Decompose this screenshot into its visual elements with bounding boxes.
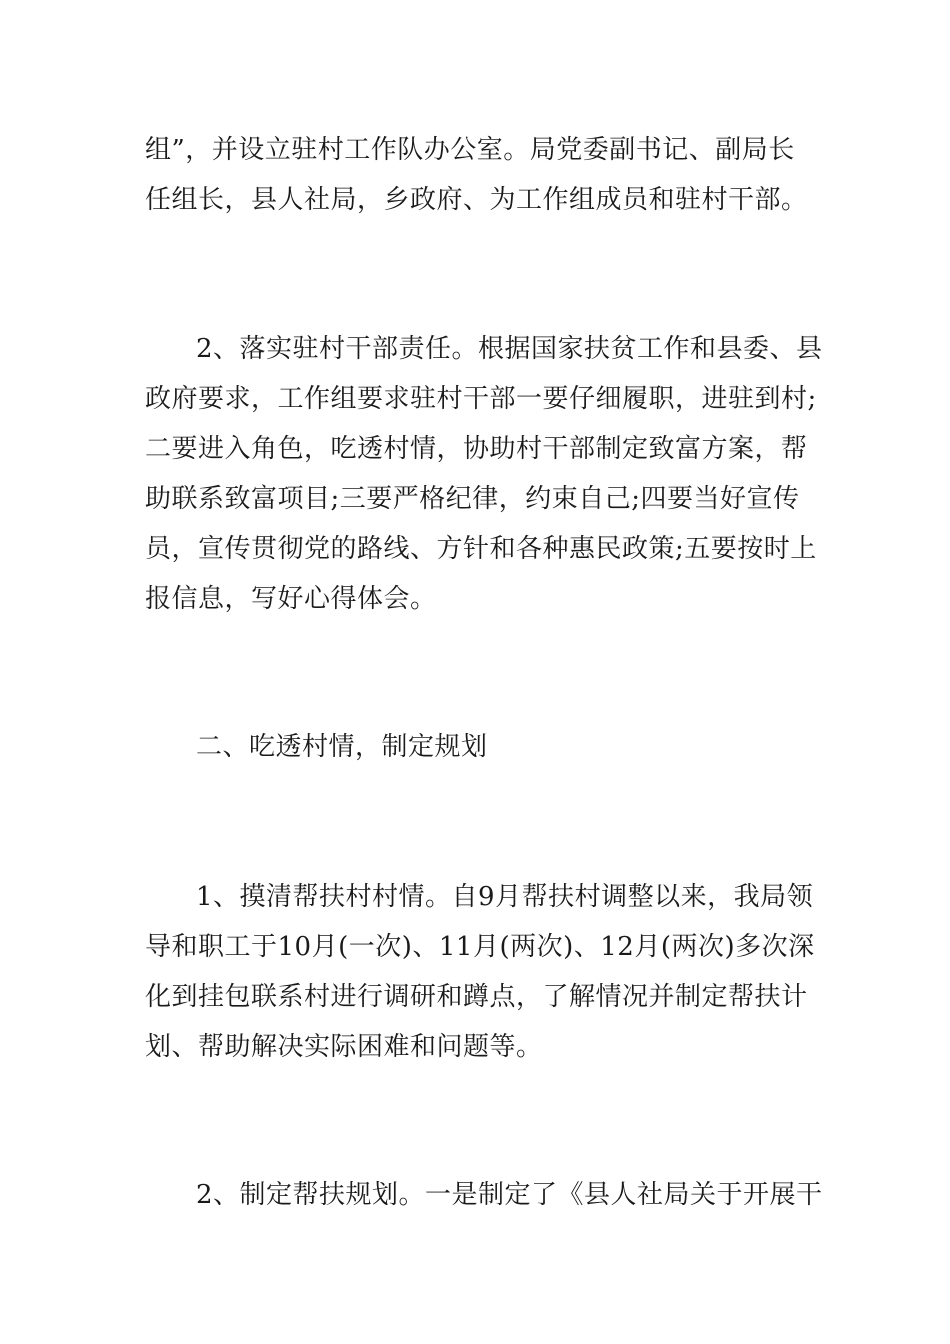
paragraph-1-line-1: 组”，并设立驻村工作队办公室。局党委副书记、副局长 — [145, 135, 795, 165]
paragraph-3-line-2: 导和职工于10月(一次)、11月(两次)、12月(两次)多次深 — [145, 932, 815, 962]
section-heading: 二、吃透村情，制定规划 — [196, 732, 488, 762]
paragraph-2-line-4: 助联系致富项目;三要严格纪律，约束自己;四要当好宣传 — [145, 484, 800, 514]
paragraph-3-line-1: 1、摸清帮扶村村情。自9月帮扶村调整以来，我局领 — [196, 882, 814, 912]
paragraph-2-line-1: 2、落实驻村干部责任。根据国家扶贫工作和县委、县 — [196, 334, 823, 364]
paragraph-2-line-6: 报信息，写好心得体会。 — [145, 584, 437, 614]
paragraph-1-line-2: 任组长，县人社局，乡政府、为工作组成员和驻村干部。 — [145, 185, 808, 215]
paragraph-3-line-3: 化到挂包联系村进行调研和蹲点，了解情况并制定帮扶计 — [145, 982, 808, 1012]
paragraph-2-line-2: 政府要求，工作组要求驻村干部一要仔细履职，进驻到村; — [145, 384, 817, 414]
paragraph-3-line-4: 划、帮助解决实际困难和问题等。 — [145, 1032, 543, 1062]
paragraph-2-line-5: 员，宣传贯彻党的路线、方针和各种惠民政策;五要按时上 — [145, 534, 817, 564]
paragraph-4-line-1: 2、制定帮扶规划。一是制定了《县人社局关于开展干 — [196, 1180, 823, 1210]
paragraph-2-line-3: 二要进入角色，吃透村情，协助村干部制定致富方案，帮 — [145, 434, 808, 464]
